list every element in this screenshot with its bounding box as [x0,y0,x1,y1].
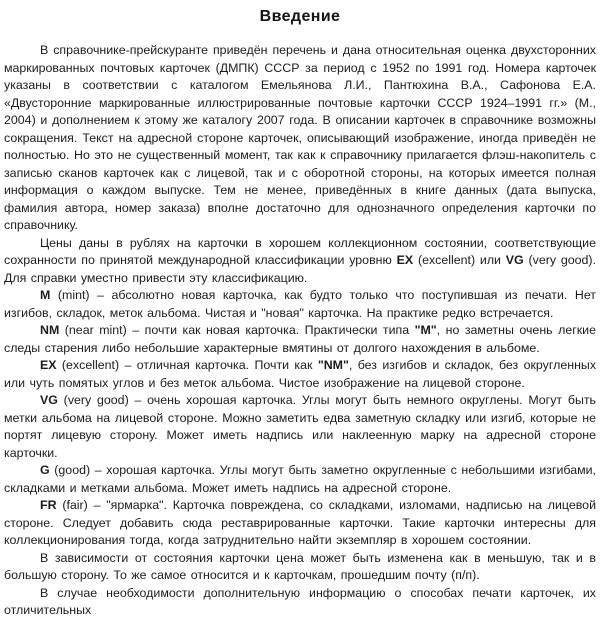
paragraph-pricing-note [4,235,596,288]
paragraph-additional-info-note [4,585,596,620]
paragraph-text: (excellent) – отличная карточка. Почти как [56,358,318,372]
paragraph-text: (very good). Для справки уместно привести эту классификацию. [4,253,596,285]
paragraph-grade-very-good [4,392,596,462]
grade-code: G [40,463,50,477]
page-title: Введение [259,8,341,25]
paragraph-text: (very good) – очень хорошая карточка. Углы могут быть немного округлены. Могут быть метки альбома на лицевой стороне. Можно заметить едва заметную складку или изгиб, которые не портят лицевую сторону. Может иметь надпись или наклеенную марку на адресной стороне карточки. [4,393,596,460]
paragraph-text: , без изгибов и складок, без округленных или чуть помятых углов и без меток альбома. Чистое изображение на лицевой стороне. [4,358,597,390]
paragraph-grade-excellent [4,357,596,392]
paragraph-grade-fair [4,497,596,550]
grade-code: M [40,288,51,302]
paragraph-grade-mint [4,287,596,322]
paragraph-text: В случае необходимости дополнительную информацию о способах печати карточек, их отличительных [4,585,596,617]
paragraph-grade-good [4,462,596,497]
paragraph-text: , но заметны очень легкие следы старения либо небольшие характерные вмятины от долгого нахождения в альбоме. [4,323,596,355]
paragraph-intro-overview [4,42,596,235]
document-body [4,42,596,620]
paragraph-text: В справочнике-прейскуранте приведён перечень и дана относительная оценка двухсторонних маркированных почтовых карточек (ДМПК) СССР за период с 1952 по 1991 год. Номера карточек указаны в соответствии с каталогом Емельянова Л.И., Пантюхина В.А., Сафонова Е.А. «Двусторонние маркированные иллюстрированные почтовые карточки СССР 1924–1991 гг.» (М., 2004) и дополнением к этому же каталогу 2007 года. В описании карточек в справочнике возможны сокращения. Текст на адресной стороне карточек, описывающий изображение, иногда приведён не полностью. Но это не существенный момент, так как к справочнику прилагается флэш-накопитель с записью сканов карточек как с лицевой, так и с оборотной стороны, на которых имеется полная информация о каждом выпуске. Тем не менее, приведённых в книге данных (дата выпуска, фамилия автора, номер заказа) вполне достаточно для однозначного определения карточки по справочнику. [4,43,596,232]
paragraph-text: (excellent) или [413,253,506,267]
paragraph-text: (mint) – абсолютно новая карточка, как будто только что поступившая из печати. Нет изгибов, складок, меток альбома. Чистая и "новая" карточка. На практике редко встречается. [4,288,596,320]
grade-code: VG [505,253,524,267]
title-spacer [4,26,596,42]
grade-code: "M" [414,323,437,337]
grade-code: EX [396,253,414,267]
paragraph-grade-near-mint [4,322,596,357]
grade-code: "NM" [317,358,349,372]
grade-code: FR [40,498,57,512]
paragraph-text: В зависимости от состояния карточки цена может быть изменена как в меньшую, так и в большую сторону. То же самое относится и к карточкам, прошедшим почту (п/п). [4,550,596,582]
paragraph-text: (near mint) – почти как новая карточка. Практически типа [59,323,415,337]
grade-code: VG [40,393,58,407]
paragraph-text: (fair) – "ярмарка". Карточка повреждена, со складками, изломами, надписью на лицевой стороне. Следует добавить сюда реставрированные карточки. Такие карточки интересны для коллекционирования тогда, когда затруднительно найти экземпляр в хорошем состоянии. [4,498,596,547]
grade-code: NM [40,323,60,337]
paragraph-condition-price-note [4,550,596,585]
paragraph-text: (good) – хорошая карточка. Углы могут быть заметно округленные с небольшими изгибами, складками и метками альбома. Может иметь надпись на адресной стороне. [4,463,596,495]
grade-code: EX [40,358,57,372]
paragraph-text: Цены даны в рублях на карточки в хорошем коллекционном состоянии, соответствующие сохранности по принятой международной классификации уровню [4,235,596,267]
